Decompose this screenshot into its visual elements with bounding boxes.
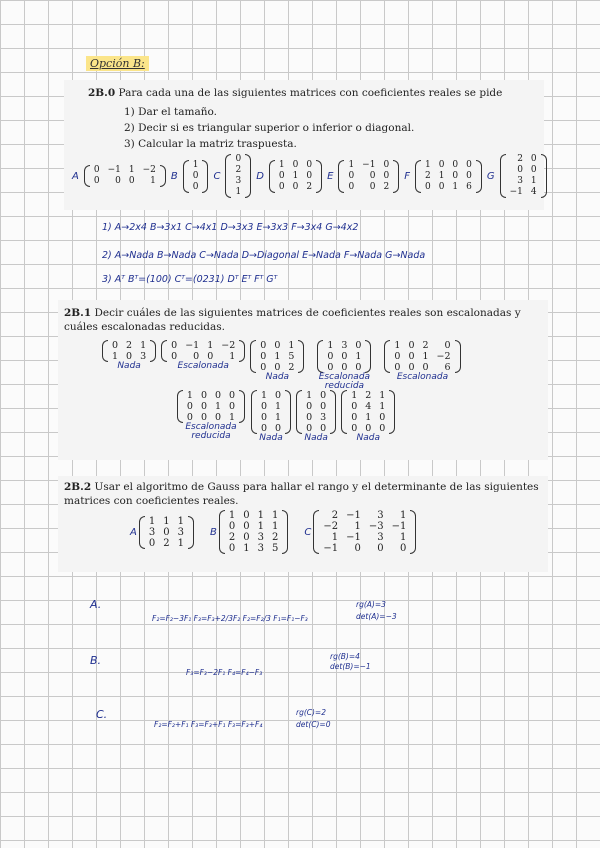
work-rank: rg(B)=4 bbox=[330, 652, 360, 661]
matrix-cell: 0 bbox=[341, 351, 348, 362]
handwritten-answer: Nada bbox=[304, 433, 328, 443]
matrix-cell: 0 bbox=[186, 401, 193, 412]
matrix bbox=[250, 340, 304, 373]
matrix-cell: 0 bbox=[452, 159, 459, 170]
matrix bbox=[84, 165, 166, 187]
matrix-label: G bbox=[486, 170, 495, 182]
matrix-cell: 1 bbox=[229, 351, 236, 362]
handwritten-answer: Nada bbox=[356, 433, 380, 443]
matrix-cell: 1 bbox=[379, 401, 386, 412]
matrix-with-answer bbox=[102, 340, 156, 371]
matrix-with-answer bbox=[341, 390, 395, 443]
matrix-cell: 0 bbox=[408, 351, 415, 362]
matrix-cell: 0 bbox=[243, 521, 250, 532]
matrix-cell: 2 bbox=[235, 165, 242, 175]
matrix-cell: 0 bbox=[148, 537, 156, 549]
matrices-2b0 bbox=[70, 154, 547, 198]
bracket-right bbox=[285, 390, 291, 434]
bracket-right bbox=[160, 165, 166, 187]
matrix-label: B bbox=[209, 526, 217, 538]
matrix-cell: 0 bbox=[354, 543, 361, 554]
matrix-cell: 0 bbox=[369, 181, 376, 192]
answer-transpose: 3) Aᵀ Bᵀ=(100) Cᵀ=(0231) Dᵀ Eᵀ Fᵀ Gᵀ bbox=[102, 274, 278, 285]
matrix bbox=[338, 160, 399, 193]
matrix-cell: 1 bbox=[530, 176, 537, 186]
matrix-cell: 0 bbox=[365, 423, 372, 434]
matrix-cell: 0 bbox=[93, 176, 100, 186]
matrix-cell: 0 bbox=[424, 181, 431, 192]
matrix-cell: 1 bbox=[452, 181, 459, 192]
matrix bbox=[225, 154, 251, 198]
matrix-cell: 1 bbox=[228, 510, 236, 521]
matrix-cell: 0 bbox=[274, 362, 281, 373]
matrix-cell: 0 bbox=[228, 543, 236, 554]
exercise-code: 2B.1 bbox=[64, 307, 92, 319]
matrix-cell: 1 bbox=[177, 515, 184, 527]
matrix-cell: 3 bbox=[341, 340, 348, 351]
matrix-cell: 2 bbox=[383, 181, 390, 192]
matrix-cell: 3 bbox=[517, 176, 523, 186]
matrix-cell: 0 bbox=[438, 159, 445, 170]
matrix-cell: 2 bbox=[331, 510, 339, 521]
matrix-cell: 3 bbox=[257, 543, 264, 554]
matrix-cell: 1 bbox=[275, 412, 282, 423]
matrix-cell: 0 bbox=[193, 351, 200, 362]
matrix-with-answer bbox=[309, 340, 379, 391]
matrix-cell: 0 bbox=[260, 351, 267, 362]
matrix-cell: 0 bbox=[292, 181, 299, 192]
matrix-cell: 0 bbox=[379, 412, 386, 423]
work-ops: F₂=F₂+F₁ F₃=F₃+F₁ F₃=F₃+F₄ bbox=[154, 720, 263, 729]
matrix-cell: 0 bbox=[306, 412, 313, 423]
matrix-cell: 0 bbox=[228, 521, 236, 532]
matrix-label: A bbox=[72, 170, 79, 182]
matrix-cell: 0 bbox=[320, 423, 327, 434]
handwritten-answer: Escalonada bbox=[396, 372, 449, 382]
matrix-cell: 4 bbox=[530, 187, 537, 197]
work-c bbox=[96, 690, 526, 740]
bracket-right bbox=[330, 390, 336, 434]
matrix-cell: 1 bbox=[365, 412, 372, 423]
matrix-cell: 0 bbox=[320, 401, 327, 412]
matrix-cell: 1 bbox=[261, 390, 268, 401]
matrix-cell: −2 bbox=[323, 521, 339, 532]
matrix-cell: 0 bbox=[383, 159, 390, 170]
bracket-right bbox=[476, 160, 482, 193]
matrix-cell: 1 bbox=[331, 532, 339, 543]
handwritten-answer: Nada bbox=[265, 372, 290, 382]
matrix-cell: 3 bbox=[320, 412, 327, 423]
matrix-label: E bbox=[327, 170, 334, 182]
item: 1) Dar el tamaño. bbox=[124, 106, 217, 118]
matrix-cell: 2 bbox=[422, 340, 429, 351]
matrix-cell: −1 bbox=[391, 521, 407, 532]
matrix-cell: −1 bbox=[346, 532, 361, 543]
matrix-cell: 0 bbox=[422, 362, 429, 373]
matrix-cell: 1 bbox=[128, 165, 135, 175]
matrix-cell: 0 bbox=[530, 165, 537, 175]
bracket-right bbox=[365, 340, 371, 373]
matrix-cell: 1 bbox=[306, 390, 313, 401]
matrix-cell: 0 bbox=[192, 181, 199, 192]
matrix-cell: 1 bbox=[399, 510, 407, 521]
matrix-cell: 1 bbox=[399, 532, 407, 543]
matrix bbox=[296, 390, 336, 434]
matrix-cell: 0 bbox=[126, 351, 133, 362]
work-ops: F₂=F₂−3F₁ F₃=F₃+2/3F₂ F₂=F₂/3 F₁=F₁−F₃ bbox=[152, 614, 308, 623]
matrix-cell: 0 bbox=[408, 340, 415, 351]
matrix-cell: 1 bbox=[274, 351, 281, 362]
matrix-cell: 3 bbox=[377, 510, 384, 521]
matrix-cell: 1 bbox=[112, 351, 119, 362]
work-label: A. bbox=[90, 598, 102, 611]
matrix-cell: 1 bbox=[348, 159, 355, 170]
answer-type: 2) A→Nada B→Nada C→Nada D→Diagonal E→Nada F→Nada G→Nada bbox=[102, 250, 426, 261]
matrix-cell: −1 bbox=[509, 187, 523, 197]
matrix bbox=[415, 160, 482, 193]
matrix-cell: 3 bbox=[235, 176, 242, 186]
matrix-cell: 0 bbox=[274, 340, 281, 351]
matrix-cell: −2 bbox=[142, 165, 156, 175]
matrix-cell: −2 bbox=[221, 340, 236, 351]
matrix-label: C bbox=[304, 526, 312, 538]
handwritten-answer: Escalonada reducida bbox=[185, 422, 237, 441]
work-det: det(A)=−3 bbox=[356, 612, 397, 621]
handwritten-answer: Nada bbox=[117, 361, 141, 371]
matrix-cell: 1 bbox=[394, 340, 401, 351]
matrix bbox=[384, 340, 460, 373]
matrix-cell: 1 bbox=[275, 401, 282, 412]
matrix-cell: 0 bbox=[306, 401, 313, 412]
matrix-cell: 0 bbox=[275, 423, 282, 434]
matrix-cell: 0 bbox=[200, 412, 207, 423]
statement-text: Decir cuáles de las siguientes matrices de coeficientes reales son escalonadas y cuáles escalonadas reducidas. bbox=[64, 307, 521, 333]
matrix-cell: 0 bbox=[444, 340, 451, 351]
statement-text: Para cada una de las siguientes matrices con coeficientes reales se pide bbox=[118, 87, 503, 99]
matrix-cell: 6 bbox=[444, 362, 451, 373]
exercise-code: 2B.2 bbox=[64, 481, 92, 493]
matrix-cell: 1 bbox=[438, 170, 445, 181]
matrix-cell: 3 bbox=[140, 351, 147, 362]
matrix-label: C bbox=[213, 170, 221, 182]
matrix-cell: 2 bbox=[424, 170, 431, 181]
matrix-cell: 1 bbox=[215, 401, 222, 412]
matrix-cell: 0 bbox=[243, 510, 250, 521]
matrix-cell: 1 bbox=[351, 390, 358, 401]
matrix-cell: 0 bbox=[530, 154, 537, 164]
matrix-cell: 0 bbox=[278, 181, 285, 192]
matrix bbox=[341, 390, 395, 434]
work-rank: rg(C)=2 bbox=[296, 708, 326, 717]
matrix-cell: 0 bbox=[306, 170, 313, 181]
matrix-cell: 0 bbox=[438, 181, 445, 192]
matrix-cell: 0 bbox=[229, 390, 236, 401]
matrix-with-answer bbox=[161, 340, 245, 371]
matrix bbox=[102, 340, 156, 362]
matrix-cell: 2 bbox=[517, 154, 523, 164]
matrix-cell: 0 bbox=[261, 423, 268, 434]
matrix-cell: 5 bbox=[271, 543, 279, 554]
matrix bbox=[177, 390, 245, 423]
exercise-code: 2B.0 bbox=[88, 87, 116, 99]
matrices-2b2 bbox=[128, 510, 416, 554]
matrix-cell: 0 bbox=[229, 401, 236, 412]
bracket-right bbox=[245, 154, 251, 198]
matrix-cell: 0 bbox=[261, 401, 268, 412]
matrix-cell: 0 bbox=[260, 340, 267, 351]
matrix-cell: −1 bbox=[185, 340, 200, 351]
matrix-group bbox=[128, 516, 194, 549]
matrix-cell: 1 bbox=[422, 351, 429, 362]
matrix-cell: 0 bbox=[128, 176, 135, 186]
matrix-cell: 0 bbox=[278, 170, 285, 181]
matrix-cell: 0 bbox=[348, 170, 355, 181]
matrix-cell: 0 bbox=[171, 351, 178, 362]
matrix-cell: 1 bbox=[354, 521, 361, 532]
matrix-cell: 0 bbox=[383, 170, 390, 181]
matrix-cell: 0 bbox=[399, 543, 407, 554]
bracket-right bbox=[316, 160, 322, 193]
matrix bbox=[183, 160, 209, 193]
statement-text: Usar el algoritmo de Gauss para hallar el rango y el determinante de las siguientes matrices con coeficientes reales. bbox=[64, 481, 539, 507]
matrix-with-answer bbox=[251, 390, 291, 443]
matrix-cell: 0 bbox=[351, 401, 358, 412]
matrix-cell: 3 bbox=[148, 526, 156, 538]
matrix-cell: 1 bbox=[424, 159, 431, 170]
matrix bbox=[139, 516, 194, 549]
matrix-cell: 5 bbox=[288, 351, 295, 362]
handwritten-answer: Nada bbox=[259, 433, 283, 443]
matrix bbox=[219, 510, 289, 554]
work-label: B. bbox=[90, 654, 102, 667]
matrices-2b1-row1 bbox=[102, 340, 461, 391]
matrix-cell: 0 bbox=[355, 362, 362, 373]
matrix-cell: 0 bbox=[306, 159, 313, 170]
matrix-cell: 3 bbox=[377, 532, 384, 543]
matrix-cell: 2 bbox=[365, 390, 372, 401]
work-ops: F₃=F₃−2F₁ F₄=F₄−F₃ bbox=[186, 668, 263, 677]
bracket-right bbox=[541, 154, 547, 198]
matrix-cell: 1 bbox=[243, 543, 250, 554]
matrix-cell: 1 bbox=[140, 340, 147, 351]
matrix-cell: −1 bbox=[346, 510, 361, 521]
matrix-cell: 0 bbox=[379, 423, 386, 434]
exercise-2b0-items bbox=[124, 104, 414, 152]
matrix-cell: 0 bbox=[192, 170, 199, 181]
matrix-cell: 0 bbox=[517, 165, 523, 175]
bracket-right bbox=[150, 340, 156, 362]
matrices-2b1-row2 bbox=[176, 390, 395, 443]
matrix-cell: 1 bbox=[257, 510, 264, 521]
bracket-right bbox=[202, 160, 208, 193]
bracket-right bbox=[393, 160, 399, 193]
matrix-cell: 1 bbox=[229, 412, 236, 423]
matrix-cell: 0 bbox=[466, 159, 472, 170]
matrix-cell: 0 bbox=[186, 412, 193, 423]
matrix-cell: 2 bbox=[228, 532, 236, 543]
matrix-cell: 1 bbox=[186, 390, 193, 401]
matrix-cell: 1 bbox=[257, 521, 264, 532]
item: 2) Decir si es triangular superior o inferior o diagonal. bbox=[124, 122, 415, 134]
matrix-cell: 1 bbox=[150, 176, 156, 186]
matrix-cell: 6 bbox=[466, 181, 472, 192]
matrix-group bbox=[302, 510, 416, 554]
matrix-cell: 1 bbox=[288, 340, 295, 351]
matrix-cell: 0 bbox=[112, 340, 119, 351]
matrix-cell: 0 bbox=[327, 351, 334, 362]
matrix-cell: 0 bbox=[235, 154, 242, 164]
matrix-cell: 1 bbox=[271, 510, 279, 521]
bracket-right bbox=[188, 516, 194, 549]
page-title: Opción B: bbox=[86, 56, 149, 71]
work-label: C. bbox=[96, 708, 108, 721]
handwritten-answer: Escalonada bbox=[177, 361, 229, 371]
work-rank: rg(A)=3 bbox=[356, 600, 386, 609]
matrix-cell: −3 bbox=[368, 521, 384, 532]
matrix-cell: 0 bbox=[260, 362, 267, 373]
matrix-cell: 3 bbox=[257, 532, 264, 543]
matrix-cell: 1 bbox=[148, 515, 156, 527]
matrix-with-answer bbox=[296, 390, 336, 443]
matrix-cell: 0 bbox=[351, 412, 358, 423]
work-b bbox=[90, 642, 520, 682]
matrix-cell: 1 bbox=[177, 537, 184, 549]
matrix-cell: 0 bbox=[261, 412, 268, 423]
matrix-cell: 0 bbox=[394, 362, 401, 373]
matrix-cell: 3 bbox=[177, 526, 184, 538]
matrix-cell: 0 bbox=[243, 532, 250, 543]
matrix-cell: 1 bbox=[235, 187, 242, 197]
matrix bbox=[251, 390, 291, 434]
matrix-cell: 1 bbox=[355, 351, 362, 362]
matrix-cell: 0 bbox=[200, 401, 207, 412]
matrix-cell: 2 bbox=[271, 532, 279, 543]
matrix bbox=[313, 510, 416, 554]
matrix-cell: 0 bbox=[369, 170, 376, 181]
matrix-cell: 0 bbox=[355, 340, 362, 351]
matrix-cell: 0 bbox=[163, 526, 170, 538]
matrix-label: F bbox=[404, 170, 410, 182]
matrix-cell: 0 bbox=[171, 340, 178, 351]
matrix bbox=[161, 340, 245, 362]
matrix-cell: 0 bbox=[200, 390, 207, 401]
matrix-label: B bbox=[170, 170, 178, 182]
matrix-cell: 0 bbox=[215, 412, 222, 423]
matrix-cell: −1 bbox=[323, 543, 339, 554]
matrix-with-answer bbox=[176, 390, 246, 441]
matrix-group bbox=[208, 510, 288, 554]
matrix bbox=[317, 340, 371, 373]
bracket-right bbox=[455, 340, 461, 373]
exercise-2b1-statement bbox=[64, 306, 540, 334]
matrix-with-answer bbox=[250, 340, 304, 382]
exercise-2b2-statement bbox=[64, 480, 540, 508]
answer-size: 1) A→2x4 B→3x1 C→4x1 D→3x3 E→3x3 F→3x4 G→4x2 bbox=[102, 222, 359, 233]
matrix-cell: 2 bbox=[288, 362, 295, 373]
matrix-cell: 0 bbox=[452, 170, 459, 181]
matrix-cell: 0 bbox=[292, 159, 299, 170]
matrix-label: D bbox=[256, 170, 264, 182]
matrix-cell: 0 bbox=[327, 362, 334, 373]
matrix-cell: 2 bbox=[306, 181, 313, 192]
matrix-cell: 1 bbox=[192, 159, 199, 170]
work-det: det(C)=0 bbox=[296, 720, 331, 729]
bracket-right bbox=[239, 340, 245, 362]
matrix-cell: 0 bbox=[377, 543, 384, 554]
matrix-cell: 1 bbox=[271, 521, 279, 532]
matrix bbox=[500, 154, 547, 198]
matrix-cell: 0 bbox=[408, 362, 415, 373]
matrix-cell: 0 bbox=[93, 165, 100, 175]
bracket-right bbox=[389, 390, 395, 434]
matrix-cell: 0 bbox=[348, 181, 355, 192]
matrix-cell: −1 bbox=[362, 159, 376, 170]
matrix-with-answer bbox=[384, 340, 460, 382]
matrix-cell: 0 bbox=[351, 423, 358, 434]
matrix-cell: 0 bbox=[341, 362, 348, 373]
matrix-cell: 1 bbox=[379, 390, 386, 401]
matrix-cell: 1 bbox=[278, 159, 285, 170]
matrix-cell: 2 bbox=[163, 537, 170, 549]
bracket-right bbox=[282, 510, 288, 554]
matrix-cell: 1 bbox=[327, 340, 334, 351]
matrix-cell: 0 bbox=[275, 390, 282, 401]
matrix bbox=[269, 160, 322, 193]
matrix-cell: 0 bbox=[215, 390, 222, 401]
matrix-cell: 0 bbox=[394, 351, 401, 362]
matrix-label: A bbox=[130, 526, 137, 538]
matrix-cell: 1 bbox=[292, 170, 299, 181]
matrix-cell: 0 bbox=[466, 170, 472, 181]
matrix-cell: 0 bbox=[207, 351, 214, 362]
matrix-cell: −1 bbox=[107, 165, 121, 175]
matrix-cell: 4 bbox=[365, 401, 372, 412]
item: 3) Calcular la matriz traspuesta. bbox=[124, 138, 297, 150]
work-a bbox=[90, 582, 520, 632]
exercise-2b0-statement bbox=[88, 86, 538, 100]
work-det: det(B)=−1 bbox=[330, 662, 371, 671]
matrix-cell: 0 bbox=[115, 176, 121, 186]
bracket-right bbox=[410, 510, 416, 554]
matrix-cell: 0 bbox=[306, 423, 313, 434]
matrix-cell: 2 bbox=[126, 340, 133, 351]
matrix-cell: −2 bbox=[436, 351, 451, 362]
matrix-cell: 0 bbox=[320, 390, 327, 401]
bracket-right bbox=[298, 340, 304, 373]
handwritten-answer: Escalonada reducida bbox=[318, 372, 371, 391]
matrix-cell: 1 bbox=[207, 340, 214, 351]
bracket-right bbox=[239, 390, 245, 423]
matrix-cell: 1 bbox=[163, 515, 170, 527]
